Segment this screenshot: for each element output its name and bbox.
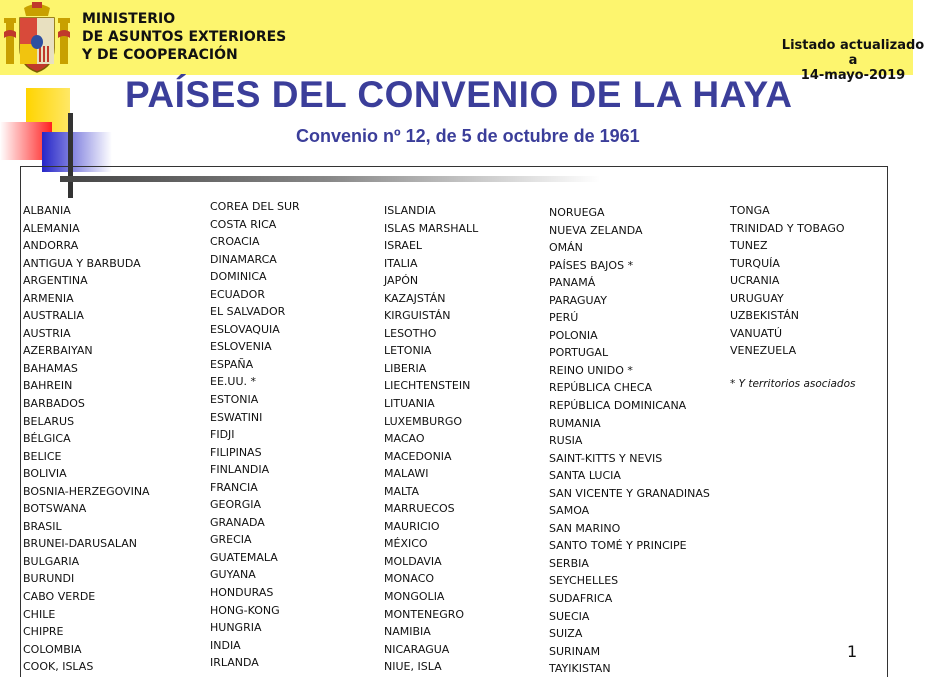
spain-coat-of-arms-icon xyxy=(2,2,72,74)
country-item: GRANADA xyxy=(210,515,265,529)
country-item: EL SALVADOR xyxy=(210,305,286,319)
country-item: BARBADOS xyxy=(23,397,85,411)
country-item: SUDAFRICA xyxy=(549,592,613,606)
page-title: PAÍSES DEL CONVENIO DE LA HAYA xyxy=(125,74,793,115)
ministry-name xyxy=(82,10,286,64)
country-item: LETONIA xyxy=(384,344,432,358)
country-item: AZERBAIYAN xyxy=(23,344,93,358)
country-item: REPÚBLICA DOMINICANA xyxy=(549,399,687,413)
country-item: DOMINICA xyxy=(210,270,267,284)
country-item: MONTENEGRO xyxy=(384,607,465,621)
country-column-3 xyxy=(384,202,478,676)
country-item: BOLIVIA xyxy=(23,467,67,481)
country-item: MONGOLIA xyxy=(384,590,445,604)
country-item: COSTA RICA xyxy=(210,217,277,231)
country-item: NUEVA ZELANDA xyxy=(549,223,643,237)
country-item: ANDORRA xyxy=(23,239,79,253)
country-item: BULGARIA xyxy=(23,554,80,568)
country-item: ISLAS MARSHALL xyxy=(384,221,479,235)
country-item: KIRGUISTÁN xyxy=(384,309,451,323)
country-item: HONG-KONG xyxy=(210,603,280,617)
country-item: POLONIA xyxy=(549,328,598,342)
ministry-line: MINISTERIO xyxy=(82,11,176,27)
country-item: SUIZA xyxy=(549,627,583,641)
country-item: ESLOVENIA xyxy=(210,340,272,354)
country-item: UZBEKISTÁN xyxy=(730,309,799,323)
ministry-line: DE ASUNTOS EXTERIORES xyxy=(82,29,287,45)
country-item: ECUADOR xyxy=(210,287,265,301)
country-item: TAYIKISTAN xyxy=(549,662,611,676)
country-item: SEYCHELLES xyxy=(549,574,619,588)
country-item: LUXEMBURGO xyxy=(384,414,463,428)
country-item: CROACIA xyxy=(210,235,260,249)
country-item: LIBERIA xyxy=(384,361,427,375)
country-item: SAINT-KITTS Y NEVIS xyxy=(549,451,663,465)
country-item: REINO UNIDO * xyxy=(549,363,633,377)
country-item: NORUEGA xyxy=(549,206,605,219)
country-item: REPÚBLICA CHECA xyxy=(549,381,653,395)
country-item: MÉXICO xyxy=(384,537,428,551)
update-line: Listado actualizado xyxy=(781,38,925,53)
country-item: BÉLGICA xyxy=(23,432,71,446)
country-item: SERBIA xyxy=(549,556,589,570)
country-item: MAURICIO xyxy=(384,519,440,533)
country-item: DINAMARCA xyxy=(210,252,277,266)
page-number: 1 xyxy=(847,642,858,661)
country-item: COOK, ISLAS xyxy=(23,660,94,674)
country-item: AUSTRIA xyxy=(23,326,71,340)
country-item: ISLANDIA xyxy=(384,204,436,217)
page-subtitle: Convenio nº 12, de 5 de octubre de 1961 xyxy=(296,126,640,146)
country-item: CABO VERDE xyxy=(23,590,96,604)
country-item: SANTA LUCIA xyxy=(549,469,621,483)
country-item: HUNGRIA xyxy=(210,621,262,635)
country-column-2 xyxy=(210,198,300,672)
country-item: MONACO xyxy=(384,572,435,586)
country-item: AUSTRALIA xyxy=(23,309,84,323)
country-item: NIUE, ISLA xyxy=(384,660,442,674)
country-item: SURINAM xyxy=(549,644,601,658)
country-item: BRUNEI-DARUSALAN xyxy=(23,537,137,551)
country-item: BAHAMAS xyxy=(23,361,78,375)
country-item: SAN VICENTE Y GRANADINAS xyxy=(549,486,710,500)
country-item: GEORGIA xyxy=(210,498,262,512)
country-item: PAÍSES BAJOS * xyxy=(549,258,634,272)
country-item: RUMANIA xyxy=(549,416,601,430)
country-item: SAN MARINO xyxy=(549,521,621,535)
country-column-1 xyxy=(23,202,150,676)
country-item: ANTIGUA Y BARBUDA xyxy=(23,256,141,270)
country-item: PORTUGAL xyxy=(549,346,609,360)
country-item: UCRANIA xyxy=(730,274,780,288)
country-item: BAHREIN xyxy=(23,379,73,393)
country-column-5 xyxy=(730,202,845,360)
country-item: ESLOVAQUIA xyxy=(210,322,280,336)
country-item: KAZAJSTÁN xyxy=(384,291,446,305)
country-item: OMÁN xyxy=(549,241,583,255)
country-item: HONDURAS xyxy=(210,586,274,600)
country-item: ESPAÑA xyxy=(210,357,254,371)
country-item: BRASIL xyxy=(23,519,62,533)
country-item: FIDJI xyxy=(210,428,235,442)
country-item: LESOTHO xyxy=(384,326,437,340)
update-date: 14-mayo-2019 xyxy=(800,68,906,83)
country-item: MALTA xyxy=(384,484,420,498)
country-item: RUSIA xyxy=(549,434,583,448)
country-item: ISRAEL xyxy=(384,239,423,253)
country-item: MACAO xyxy=(384,432,425,446)
country-item: VANUATÚ xyxy=(730,326,783,340)
country-item: IRLANDA xyxy=(210,656,259,670)
country-item: CHIPRE xyxy=(23,625,64,639)
country-item: TUNEZ xyxy=(730,239,768,253)
country-item: NICARAGUA xyxy=(384,642,450,656)
country-item: ALBANIA xyxy=(23,204,71,217)
country-item: LIECHTENSTEIN xyxy=(384,379,471,393)
country-item: VENEZUELA xyxy=(730,344,797,358)
country-item: COLOMBIA xyxy=(23,642,82,656)
ministry-line: Y DE COOPERACIÓN xyxy=(82,47,238,63)
country-item: SANTO TOMÉ Y PRINCIPE xyxy=(549,539,687,553)
country-item: BOSNIA-HERZEGOVINA xyxy=(23,484,150,498)
country-item: PARAGUAY xyxy=(549,293,607,307)
country-item: ITALIA xyxy=(384,256,418,270)
country-item: BELARUS xyxy=(23,414,75,428)
country-item: URUGUAY xyxy=(730,291,784,305)
country-column-4 xyxy=(549,204,710,678)
country-item: ESWATINI xyxy=(210,410,263,424)
country-item: PANAMÁ xyxy=(549,276,596,290)
country-item: SUECIA xyxy=(549,609,590,623)
country-item: MALAWI xyxy=(384,467,429,481)
country-item: GUYANA xyxy=(210,568,256,582)
country-item: NAMIBIA xyxy=(384,625,431,639)
country-item: FRANCIA xyxy=(210,480,258,494)
country-item: GUATEMALA xyxy=(210,550,278,564)
country-item: ESTONIA xyxy=(210,393,259,407)
country-item: TONGA xyxy=(730,204,770,217)
country-item: MARRUECOS xyxy=(384,502,455,516)
update-line: a xyxy=(848,53,858,68)
country-item: COREA DEL SUR xyxy=(210,200,300,213)
country-item: LITUANIA xyxy=(384,397,435,411)
country-item: MACEDONIA xyxy=(384,449,452,463)
country-item: EE.UU. * xyxy=(210,375,256,389)
country-item: MOLDAVIA xyxy=(384,554,442,568)
country-item: ALEMANIA xyxy=(23,221,80,235)
country-item: JAPÓN xyxy=(384,274,419,288)
country-item: BOTSWANA xyxy=(23,502,87,516)
country-item: BELICE xyxy=(23,449,62,463)
country-item: INDIA xyxy=(210,638,241,652)
country-item: TRINIDAD Y TOBAGO xyxy=(730,221,845,235)
country-item: ARMENIA xyxy=(23,291,74,305)
country-item: GRECIA xyxy=(210,533,252,547)
footnote: * Y territorios asociados xyxy=(730,378,856,390)
country-item: TURQUÍA xyxy=(730,256,780,270)
country-item: BURUNDI xyxy=(23,572,75,586)
country-item: ARGENTINA xyxy=(23,274,88,288)
country-item: CHILE xyxy=(23,607,56,621)
country-item: FILIPINAS xyxy=(210,445,262,459)
country-item: PERÚ xyxy=(549,311,579,325)
country-item: FINLANDIA xyxy=(210,463,270,477)
country-item: SAMOA xyxy=(549,504,590,518)
